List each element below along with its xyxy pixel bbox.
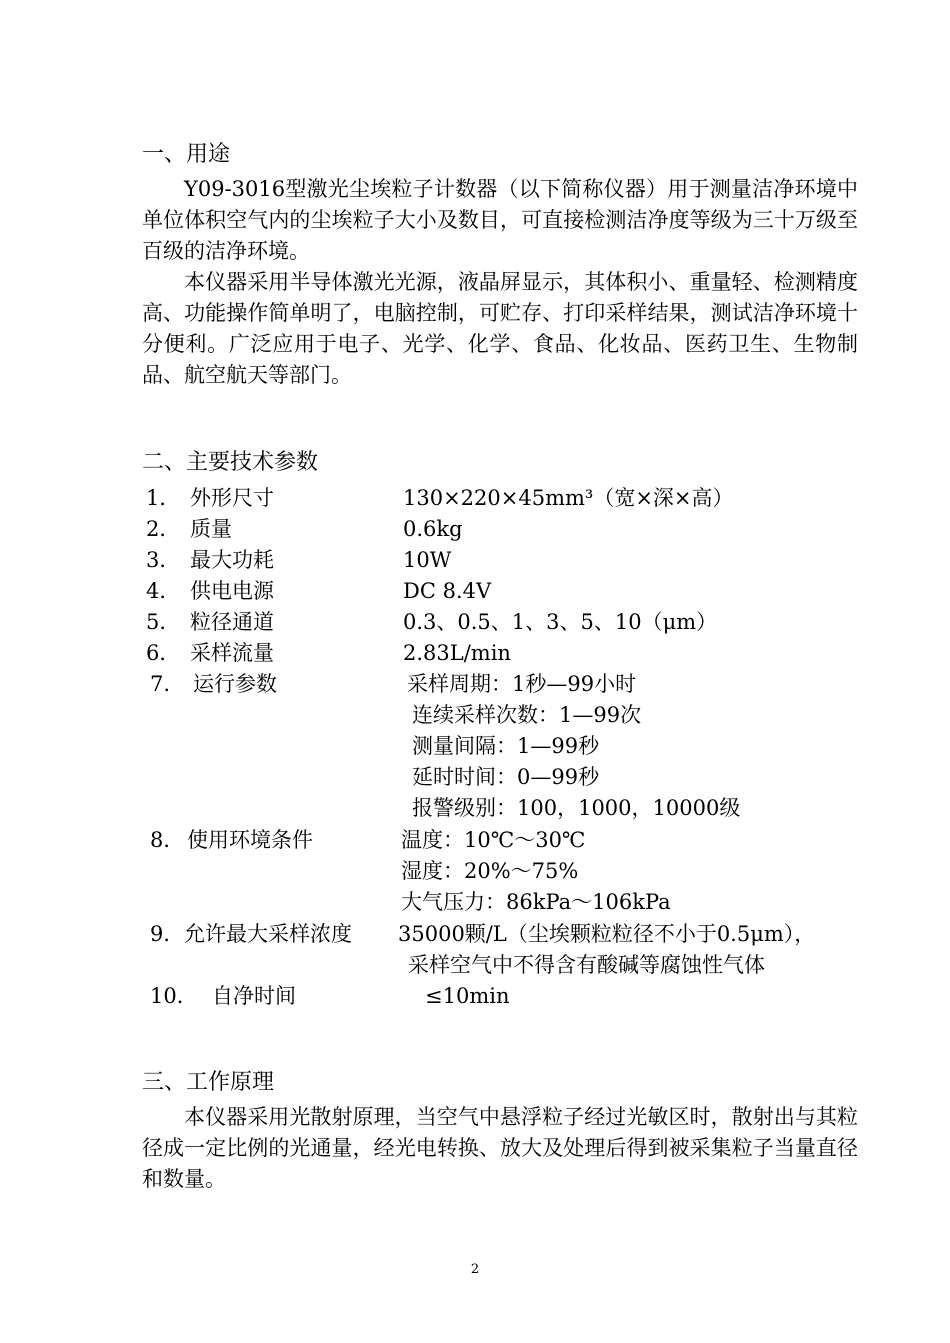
spec-value: 10W — [403, 548, 452, 572]
paragraph-usage-1: Y09-3016型激光尘埃粒子计数器（以下简称仪器）用于测量洁净环境中单位体积空气内的尘埃粒子大小及数目，可直接检测洁净度等级为三十万级至百级的洁净环境。 — [142, 177, 858, 263]
spec-label: 采样流量 — [190, 641, 274, 665]
spec-value: 130×220×45mm³（宽×深×高） — [403, 486, 734, 510]
spec-value: 测量间隔：1—99秒 — [412, 734, 600, 758]
section-heading-specs: 二、主要技术参数 — [142, 450, 319, 475]
spec-label: 供电电源 — [190, 579, 274, 603]
spec-label: 粒径通道 — [190, 610, 274, 634]
spec-value: 采样周期：1秒—99小时 — [407, 672, 637, 696]
spec-value: 延时时间：0—99秒 — [412, 765, 600, 789]
spec-value: 0.6kg — [403, 517, 463, 541]
spec-number: 5． — [146, 610, 181, 634]
spec-value: 大气压力：86kPa～106kPa — [401, 890, 671, 914]
spec-number: 3． — [146, 548, 181, 572]
spec-label: 允许最大采样浓度 — [184, 922, 352, 946]
spec-number: 6． — [146, 641, 181, 665]
spec-label: 最大功耗 — [190, 548, 274, 572]
spec-label: 运行参数 — [193, 672, 277, 696]
spec-label: 使用环境条件 — [187, 828, 313, 852]
spec-label: 自净时间 — [212, 984, 296, 1008]
spec-value: DC 8.4V — [403, 579, 492, 603]
spec-number: 9． — [150, 922, 185, 946]
spec-value: 湿度：20%～75% — [401, 859, 579, 883]
section-heading-usage: 一、用途 — [142, 142, 231, 167]
spec-number: 7. — [150, 672, 171, 696]
spec-value: 2.83L/min — [403, 641, 511, 665]
spec-value: 采样空气中不得含有酸碱等腐蚀性气体 — [408, 953, 765, 977]
section-heading-principle: 三、工作原理 — [142, 1070, 275, 1095]
paragraph-principle: 本仪器采用光散射原理，当空气中悬浮粒子经过光敏区时，散射出与其粒径成一定比例的光通量，经光电转换、放大及处理后得到被采集粒子当量直径和数量。 — [142, 1105, 858, 1191]
spec-number: 10． — [150, 984, 198, 1008]
spec-value: 35000颗/L（尘埃颗粒粒径不小于0.5μm）， — [398, 922, 816, 946]
spec-number: 8． — [150, 828, 185, 852]
spec-value: ≤10min — [425, 984, 510, 1008]
spec-number: 1． — [146, 486, 181, 510]
spec-value: 报警级别：100，1000，10000级 — [412, 796, 741, 820]
paragraph-usage-2: 本仪器采用半导体激光光源，液晶屏显示，其体积小、重量轻、检测精度高、功能操作简单明了，电脑控制，可贮存、打印采样结果，测试洁净环境十分便利。广泛应用于电子、光学、化学、食品、化妆品、医药卫生、生物制品、航空航天等部门。 — [142, 270, 858, 387]
page-number: 2 — [470, 1262, 480, 1277]
spec-label: 质量 — [190, 517, 232, 541]
spec-value: 温度：10℃～30℃ — [401, 828, 586, 852]
spec-number: 4． — [146, 579, 181, 603]
spec-value: 0.3、0.5、1、3、5、10（μm） — [403, 610, 718, 634]
spec-number: 2． — [146, 517, 181, 541]
spec-value: 连续采样次数：1—99次 — [412, 703, 642, 727]
spec-label: 外形尺寸 — [190, 486, 274, 510]
